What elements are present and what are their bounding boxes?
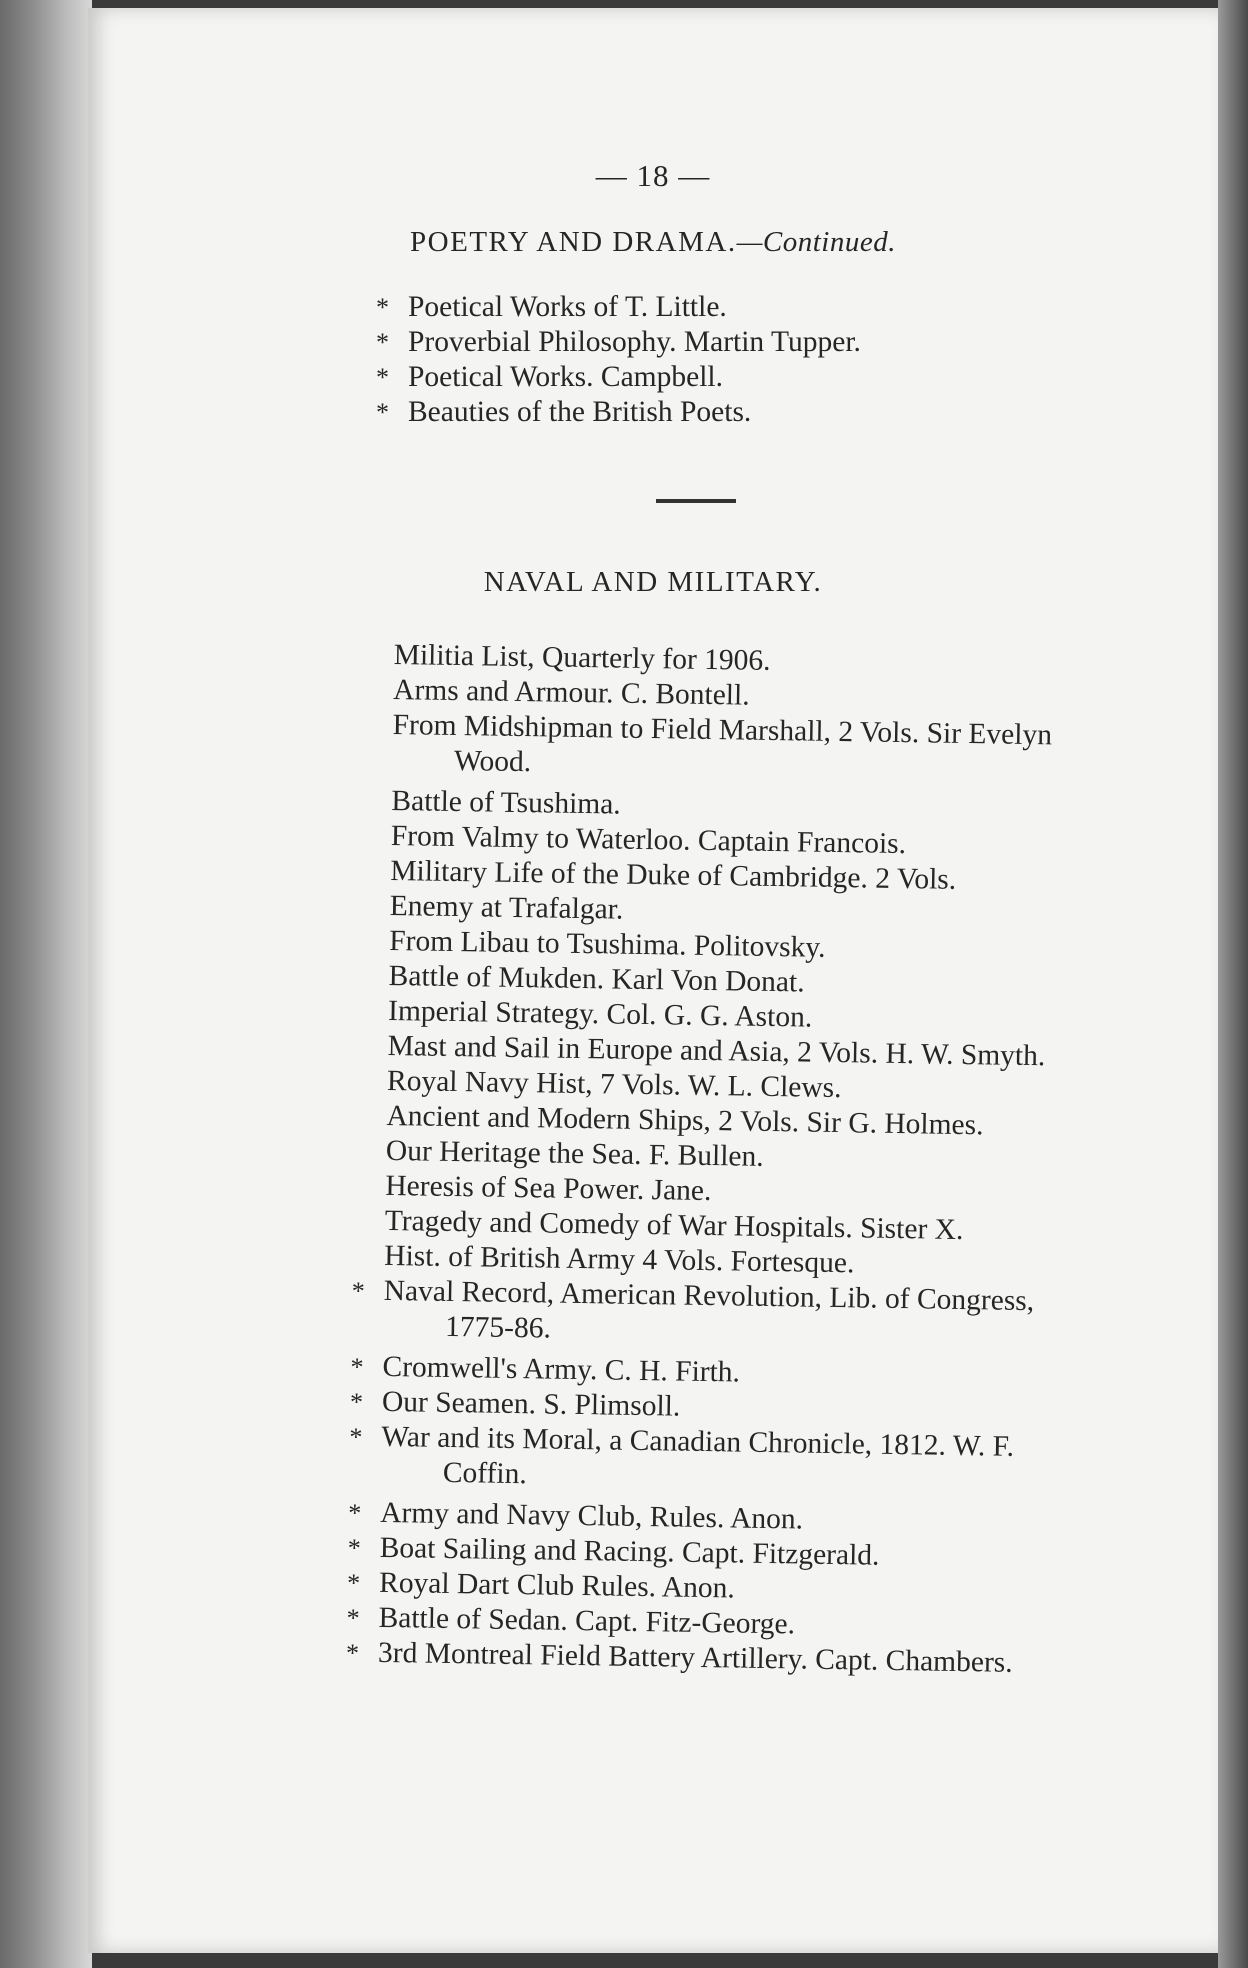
poetry-title-text: POETRY AND DRAMA.	[410, 226, 737, 258]
poetry-title-continued: —Continued.	[736, 226, 896, 258]
entry-text: Imperial Strategy. Col. G. G. Aston.	[387, 994, 813, 1034]
asterisk-marker: *	[349, 1422, 363, 1452]
asterisk-marker: *	[376, 293, 389, 322]
asterisk-marker: *	[376, 328, 389, 357]
list-item	[376, 290, 1108, 325]
asterisk-marker: *	[347, 1533, 361, 1563]
list-item	[376, 395, 1108, 430]
naval-section-title: NAVAL AND MILITARY.	[483, 566, 823, 598]
asterisk-marker: *	[348, 1498, 362, 1528]
entry-text: Poetical Works. Campbell.	[408, 361, 723, 393]
asterisk-marker: *	[346, 1568, 361, 1598]
entry-text: Our Seamen. S. Plimsoll.	[381, 1385, 681, 1423]
entry-text: Naval Record, American Revolution, Lib. of Congress,	[383, 1274, 1035, 1318]
entry-text: Ancient and Modern Ships, 2 Vols. Sir G. Holmes.	[386, 1099, 984, 1142]
section-divider	[656, 499, 736, 503]
asterisk-marker: *	[349, 1387, 364, 1417]
entry-text: Poetical Works of T. Little.	[408, 291, 727, 323]
entry-text: Army and Navy Club, Rules. Anon.	[380, 1496, 804, 1536]
entry-text: Hist. of British Army 4 Vols. Fortesque.	[384, 1239, 855, 1280]
entry-text: Battle of Tsushima.	[391, 784, 621, 821]
entry-text: Battle of Sedan. Capt. Fitz-George.	[378, 1601, 796, 1641]
entry-text: From Midshipman to Field Marshall, 2 Vols. Sir Evelyn	[392, 708, 1053, 752]
asterisk-marker: *	[346, 1603, 360, 1633]
entry-text: Royal Dart Club Rules. Anon.	[378, 1566, 736, 1605]
list-item	[376, 325, 1108, 360]
entry-text: Enemy at Trafalgar.	[389, 889, 624, 926]
entry-text: Battle of Mukden. Karl Von Donat.	[388, 959, 805, 999]
entry-text: 3rd Montreal Field Battery Artillery. Capt. Chambers.	[377, 1636, 1013, 1679]
entry-text: Our Heritage the Sea. F. Bullen.	[385, 1134, 764, 1173]
entry-text: Cromwell's Army. C. H. Firth.	[382, 1350, 741, 1389]
list-item	[349, 1420, 1222, 1503]
asterisk-marker: *	[376, 398, 389, 427]
entry-text: Arms and Armour. C. Bontell.	[392, 673, 750, 712]
list-item	[376, 360, 1108, 395]
entry-text: Military Life of the Duke of Cambridge. 2 Vols.	[390, 854, 957, 896]
book-page	[88, 8, 1218, 1953]
entry-text: Tragedy and Comedy of War Hospitals. Sister X.	[384, 1204, 964, 1247]
entry-text: Beauties of the British Poets.	[408, 396, 752, 428]
page-number: — 18 —	[595, 158, 711, 193]
poetry-entry-list	[376, 290, 1108, 430]
entry-text: Mast and Sail in Europe and Asia, 2 Vols. H. W. Smyth.	[387, 1029, 1046, 1073]
entry-text: Boat Sailing and Racing. Capt. Fitzgerald.	[379, 1531, 880, 1572]
entry-text: From Valmy to Waterloo. Captain Francois.	[390, 819, 907, 861]
entry-text: Royal Navy Hist, 7 Vols. W. L. Clews.	[386, 1064, 842, 1105]
list-item	[351, 1274, 1224, 1357]
entry-continuation: Wood.	[453, 744, 532, 779]
entry-text: Militia List, Quarterly for 1906.	[393, 638, 771, 677]
asterisk-marker: *	[345, 1638, 360, 1668]
entry-text: From Libau to Tsushima. Politovsky.	[388, 924, 826, 964]
asterisk-marker: *	[351, 1276, 365, 1306]
list-item	[392, 708, 1233, 791]
entry-continuation: 1775-86.	[444, 1310, 552, 1345]
poetry-section-title	[88, 226, 1218, 259]
naval-entry-list	[345, 638, 1234, 1684]
entry-text: Proverbial Philosophy. Martin Tupper.	[408, 326, 861, 358]
asterisk-marker: *	[350, 1352, 364, 1382]
entry-text: Heresis of Sea Power. Jane.	[385, 1169, 712, 1208]
asterisk-marker: *	[376, 363, 389, 392]
entry-continuation: Coffin.	[442, 1456, 528, 1491]
entry-text: War and its Moral, a Canadian Chronicle, 1812. W. F.	[381, 1420, 1015, 1463]
book-spine-shadow	[0, 0, 92, 1968]
